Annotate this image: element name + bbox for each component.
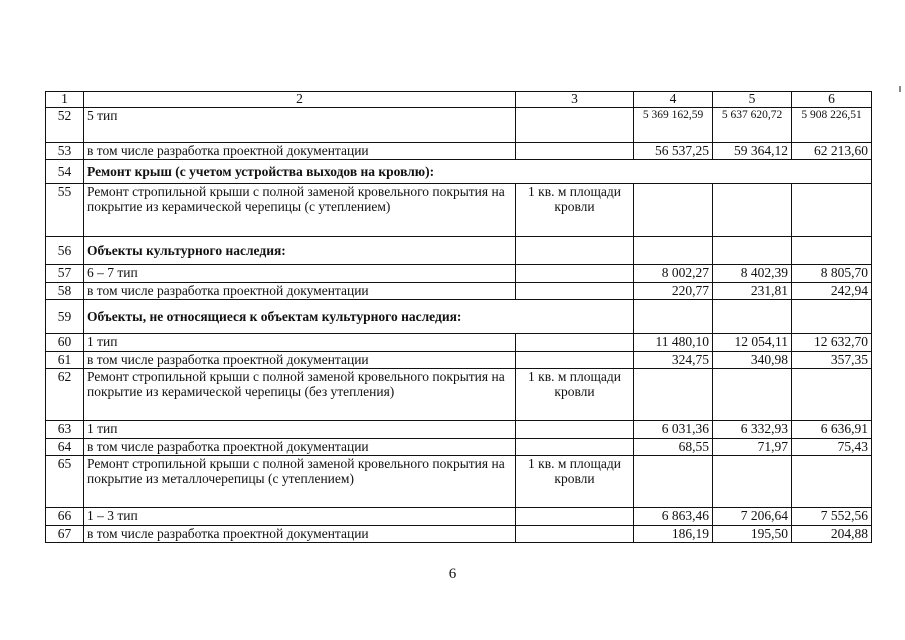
row-name: Ремонт стропильной крыши с полной заменой кровельного покрытия на покрытие из керамической черепицы (с утеплением): [84, 184, 516, 237]
row-value-col6: 5 908 226,51: [792, 108, 872, 143]
row-number: 61: [46, 352, 84, 369]
row-unit: [516, 352, 634, 369]
empty-cell: [792, 300, 872, 334]
column-header: 6: [792, 92, 872, 108]
row-name: в том числе разработка проектной документации: [84, 526, 516, 543]
row-name: в том числе разработка проектной документации: [84, 439, 516, 456]
table-row: [46, 439, 872, 456]
page-number: 6: [448, 566, 457, 582]
row-value-col6: 7 552,56: [792, 508, 872, 526]
row-value-col4: 220,77: [634, 283, 713, 300]
row-value-col6: 6 636,91: [792, 421, 872, 439]
table-row: [46, 352, 872, 369]
row-number: 64: [46, 439, 84, 456]
row-value-col6: [792, 456, 872, 508]
row-value-col5: [713, 369, 792, 421]
empty-cell: [792, 237, 872, 265]
table-row: [46, 421, 872, 439]
row-number: 55: [46, 184, 84, 237]
row-unit: 1 кв. м площади кровли: [516, 456, 634, 508]
row-value-col6: 12 632,70: [792, 334, 872, 352]
row-value-col5: 71,97: [713, 439, 792, 456]
table-row: [46, 508, 872, 526]
row-unit: 1 кв. м площади кровли: [516, 184, 634, 237]
row-name: 5 тип: [84, 108, 516, 143]
column-header: 2: [84, 92, 516, 108]
row-value-col5: 12 054,11: [713, 334, 792, 352]
row-number: 63: [46, 421, 84, 439]
row-number: 58: [46, 283, 84, 300]
row-value-col5: 195,50: [713, 526, 792, 543]
row-number: 67: [46, 526, 84, 543]
column-header: 1: [46, 92, 84, 108]
row-unit: [516, 143, 634, 160]
scan-artifact: [899, 86, 901, 92]
row-value-col4: 186,19: [634, 526, 713, 543]
table-row: [46, 283, 872, 300]
row-name: 1 тип: [84, 334, 516, 352]
row-value-col4: [634, 369, 713, 421]
table-row: [46, 456, 872, 508]
table-row: [46, 526, 872, 543]
row-unit: [516, 421, 634, 439]
section-title: Ремонт крыш (с учетом устройства выходов на кровлю):: [84, 160, 872, 184]
row-value-col4: [634, 456, 713, 508]
empty-cell: [713, 237, 792, 265]
row-value-col6: 357,35: [792, 352, 872, 369]
table-header-row: [46, 92, 872, 108]
empty-cell: [516, 237, 634, 265]
row-value-col4: 8 002,27: [634, 265, 713, 283]
row-value-col5: 7 206,64: [713, 508, 792, 526]
row-value-col6: 242,94: [792, 283, 872, 300]
row-value-col6: 8 805,70: [792, 265, 872, 283]
table-row: [46, 108, 872, 143]
row-value-col5: [713, 456, 792, 508]
row-number: 57: [46, 265, 84, 283]
table-section-row: [46, 300, 872, 334]
row-value-col6: [792, 369, 872, 421]
row-value-col6: 75,43: [792, 439, 872, 456]
row-unit: [516, 526, 634, 543]
table-section-row: [46, 237, 872, 265]
row-name: Ремонт стропильной крыши с полной заменой кровельного покрытия на покрытие из керамической черепицы (без утепления): [84, 369, 516, 421]
row-value-col4: 5 369 162,59: [634, 108, 713, 143]
table-row: [46, 369, 872, 421]
row-number: 62: [46, 369, 84, 421]
row-unit: [516, 334, 634, 352]
row-value-col4: 56 537,25: [634, 143, 713, 160]
section-title: Объекты культурного наследия:: [84, 237, 516, 265]
row-unit: [516, 283, 634, 300]
row-number: 59: [46, 300, 84, 334]
row-value-col5: 231,81: [713, 283, 792, 300]
row-number: 66: [46, 508, 84, 526]
row-unit: [516, 108, 634, 143]
row-value-col4: 324,75: [634, 352, 713, 369]
row-unit: [516, 508, 634, 526]
row-value-col4: 11 480,10: [634, 334, 713, 352]
row-name: 6 – 7 тип: [84, 265, 516, 283]
empty-cell: [634, 237, 713, 265]
row-value-col4: 6 031,36: [634, 421, 713, 439]
row-unit: [516, 439, 634, 456]
row-unit: 1 кв. м площади кровли: [516, 369, 634, 421]
row-value-col5: 8 402,39: [713, 265, 792, 283]
table-row: [46, 334, 872, 352]
row-value-col5: [713, 184, 792, 237]
row-value-col4: [634, 184, 713, 237]
row-number: 52: [46, 108, 84, 143]
column-header: 4: [634, 92, 713, 108]
row-number: 65: [46, 456, 84, 508]
row-value-col5: 59 364,12: [713, 143, 792, 160]
table-row: [46, 184, 872, 237]
row-name: в том числе разработка проектной документации: [84, 352, 516, 369]
row-name: в том числе разработка проектной документации: [84, 283, 516, 300]
row-value-col6: [792, 184, 872, 237]
column-header: 3: [516, 92, 634, 108]
row-value-col5: 5 637 620,72: [713, 108, 792, 143]
row-number: 53: [46, 143, 84, 160]
row-name: в том числе разработка проектной документации: [84, 143, 516, 160]
row-number: 56: [46, 237, 84, 265]
row-value-col4: 68,55: [634, 439, 713, 456]
row-name: Ремонт стропильной крыши с полной заменой кровельного покрытия на покрытие из металлочерепицы (с утеплением): [84, 456, 516, 508]
row-value-col6: 62 213,60: [792, 143, 872, 160]
cost-table: [45, 91, 872, 543]
row-unit: [516, 265, 634, 283]
row-value-col4: 6 863,46: [634, 508, 713, 526]
column-header: 5: [713, 92, 792, 108]
table-row: [46, 265, 872, 283]
row-name: 1 – 3 тип: [84, 508, 516, 526]
row-value-col5: 6 332,93: [713, 421, 792, 439]
empty-cell: [713, 300, 792, 334]
table-section-row: [46, 160, 872, 184]
row-value-col6: 204,88: [792, 526, 872, 543]
row-name: 1 тип: [84, 421, 516, 439]
row-value-col5: 340,98: [713, 352, 792, 369]
section-title: Объекты, не относящиеся к объектам культурного наследия:: [84, 300, 634, 334]
empty-cell: [634, 300, 713, 334]
table-row: [46, 143, 872, 160]
row-number: 60: [46, 334, 84, 352]
row-number: 54: [46, 160, 84, 184]
